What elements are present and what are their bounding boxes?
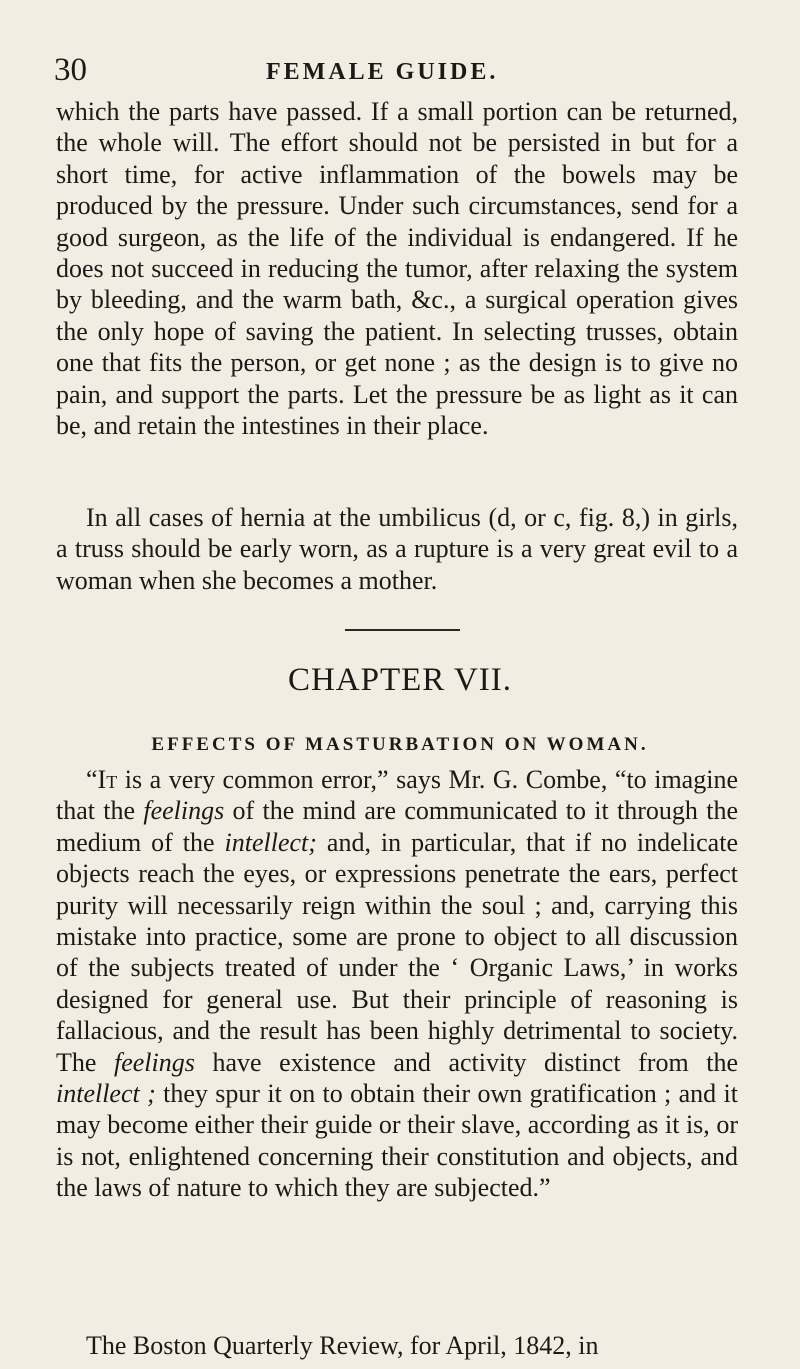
emphasis-feelings-2: feelings xyxy=(114,1047,195,1077)
section-divider xyxy=(345,629,460,631)
paragraph-umbilical-hernia: In all cases of hernia at the umbilicus (d, or c, fig. 8,) in girls, a truss should be early worn, as a rupture is a very great evil to a woman when she becomes a mother. xyxy=(56,503,738,595)
paragraph-boston-review: The Boston Quarterly Review, for April, 1842, in xyxy=(86,1331,599,1360)
emphasis-intellect: intellect; xyxy=(224,827,317,857)
chapter-title: CHAPTER VII. xyxy=(287,662,513,698)
emphasis-feelings: feelings xyxy=(143,796,225,826)
open-quote: “ xyxy=(86,765,98,794)
page-number: 30 xyxy=(54,52,87,88)
quote-text-e: they spur it on to obtain their own gratification ; and it may become either their guide or their slave, according as it is, or is not, enlightened concerning their constitution and objects, and the laws of nature to which they are subjected.” xyxy=(56,1079,738,1203)
quote-text-b: of the mind are communicated to it through the medium of the xyxy=(56,796,738,857)
quote-text-d: have existence and activity distinct from the xyxy=(194,1047,739,1077)
running-title: FEMALE GUIDE. xyxy=(266,59,499,85)
chapter-subtitle: EFFECTS OF MASTURBATION ON WOMAN. xyxy=(151,734,649,755)
quote-lead-word: It xyxy=(97,765,118,794)
emphasis-intellect-2: intellect ; xyxy=(56,1079,156,1109)
quote-text-a: is a very common error,” says Mr. G. Combe, “to imagine that the xyxy=(56,765,738,826)
running-head xyxy=(54,50,774,90)
paragraph-combe-quote xyxy=(56,764,738,1204)
paragraph-hernia-continuation: which the parts have passed. If a small portion can be returned, the whole will. The effort should not be persisted in but for a short time, for active inflammation of the bowels may be produced by the pressure. Under such circumstances, send for a good surgeon, as the life of the individual is endangered. If he does not succeed in reducing the tumor, after relaxing the system by bleeding, and the warm bath, &c., a surgical operation gives the only hope of saving the patient. In selecting trusses, obtain one that fits the person, or get none ; as the design is to give no pain, and support the parts. Let the pressure be as light as it can be, and retain the intestines in their place. xyxy=(56,97,738,441)
quote-text-c: and, in particular, that if no indelicate objects reach the eyes, or expressions penetrate the ears, perfect purity will necessarily reign within the soul ; and, carrying this mistake into practice, some are prone to object to all discussion of the subjects treated of under the ‘ Organic Laws,’ in works designed for general use. But their principle of reasoning is fallacious, and the result has been highly detrimental to society. The xyxy=(56,827,738,1077)
